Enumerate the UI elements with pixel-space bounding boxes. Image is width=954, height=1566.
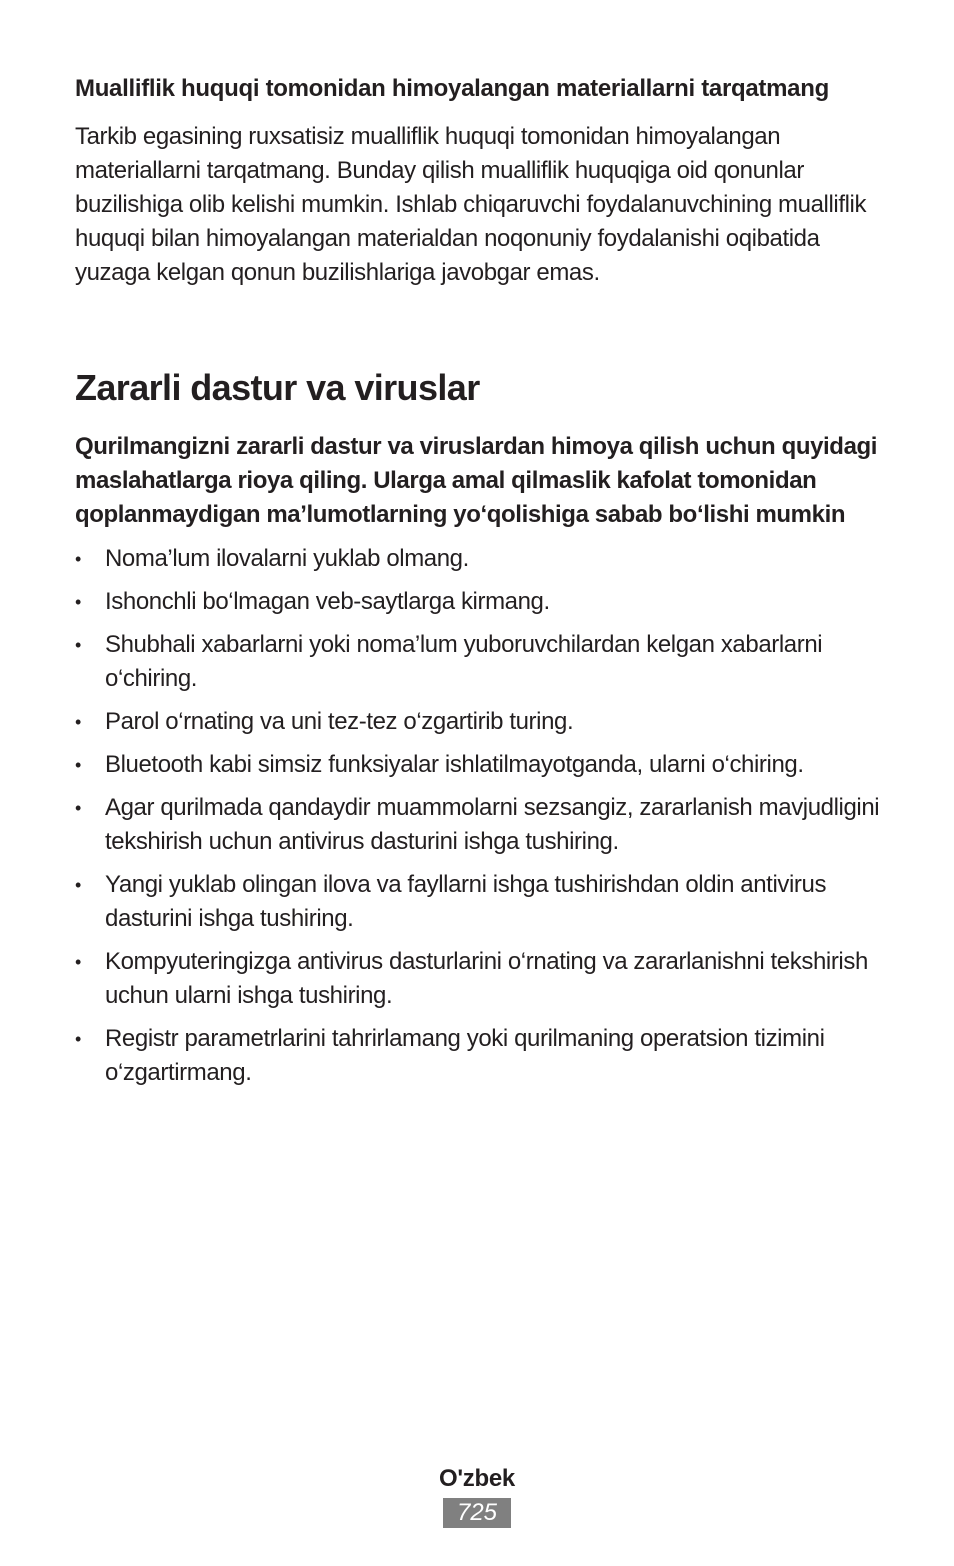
list-item-text: Bluetooth kabi simsiz funksiyalar ishlatilmayotganda, ularni o‘chiring. — [105, 751, 804, 778]
list-item — [75, 945, 890, 1013]
bullet-icon: • — [75, 592, 81, 612]
bullet-icon: • — [75, 798, 81, 818]
list-item — [75, 868, 890, 936]
list-item — [75, 585, 890, 619]
list-item-text: Registr parametrlarini tahrirlamang yoki qurilmaning operatsion tizimini o‘zgartirmang. — [105, 1025, 825, 1086]
list-item-text: Shubhali xabarlarni yoki noma’lum yuboruvchilardan kelgan xabarlarni o‘chiring. — [105, 631, 823, 692]
list-item-text: Parol o‘rnating va uni tez-tez o‘zgartirib turing. — [105, 708, 574, 735]
list-item-text: Ishonchli bo‘lmagan veb-saytlarga kirmang. — [105, 588, 550, 615]
bullet-icon: • — [75, 952, 81, 972]
list-item — [75, 542, 890, 576]
list-item — [75, 748, 890, 782]
bullet-icon: • — [75, 549, 81, 569]
list-item-text: Kompyuteringizga antivirus dasturlarini o‘rnating va zararlanishni tekshirish uchun ularni ishga tushiring. — [105, 948, 868, 1009]
bullet-icon: • — [75, 635, 81, 655]
list-item-text: Agar qurilmada qandaydir muammolarni sezsangiz, zararlanish mavjudligini tekshirish uchun antivirus dasturini ishga tushiring. — [105, 794, 880, 855]
list-item — [75, 791, 890, 859]
page-footer — [0, 1462, 954, 1528]
bullet-icon: • — [75, 875, 81, 895]
list-item — [75, 1022, 890, 1090]
copyright-heading: Mualliflik huquqi tomonidan himoyalangan materiallarni tarqatmang — [75, 75, 829, 102]
tips-list — [75, 542, 890, 1090]
footer-language: O'zbek — [439, 1465, 515, 1492]
page-number-badge: 725 — [443, 1498, 511, 1528]
bullet-icon: • — [75, 755, 81, 775]
list-item — [75, 705, 890, 739]
list-item — [75, 628, 890, 696]
document-page — [75, 72, 890, 1099]
malware-intro: Qurilmangizni zararli dastur va viruslardan himoya qilish uchun quyidagi maslahatlarga rioya qiling. Ularga amal qilmaslik kafolat tomonidan qoplanmaydigan ma’lumotlarning yo‘qolishiga sabab bo‘lishi mumkin — [75, 433, 878, 528]
copyright-paragraph: Tarkib egasining ruxsatisiz mualliflik huquqi tomonidan himoyalangan materiallarni tarqatmang. Bunday qilish mualliflik huquqiga oid qonunlar buzilishiga olib kelishi mumkin. Ishlab chiqaruvchi foydalanuvchining mualliflik huquqi bilan himoyalangan materialdan noqonuniy foydalanishi oqibatida yuzaga kelgan qonun buzilishlariga javobgar emas. — [75, 123, 867, 286]
list-item-text: Yangi yuklab olingan ilova va fayllarni ishga tushirishdan oldin antivirus dasturini ishga tushiring. — [105, 871, 827, 932]
section-title: Zararli dastur va viruslar — [75, 367, 480, 408]
bullet-icon: • — [75, 712, 81, 732]
list-item-text: Noma’lum ilovalarni yuklab olmang. — [105, 545, 469, 572]
bullet-icon: • — [75, 1029, 81, 1049]
